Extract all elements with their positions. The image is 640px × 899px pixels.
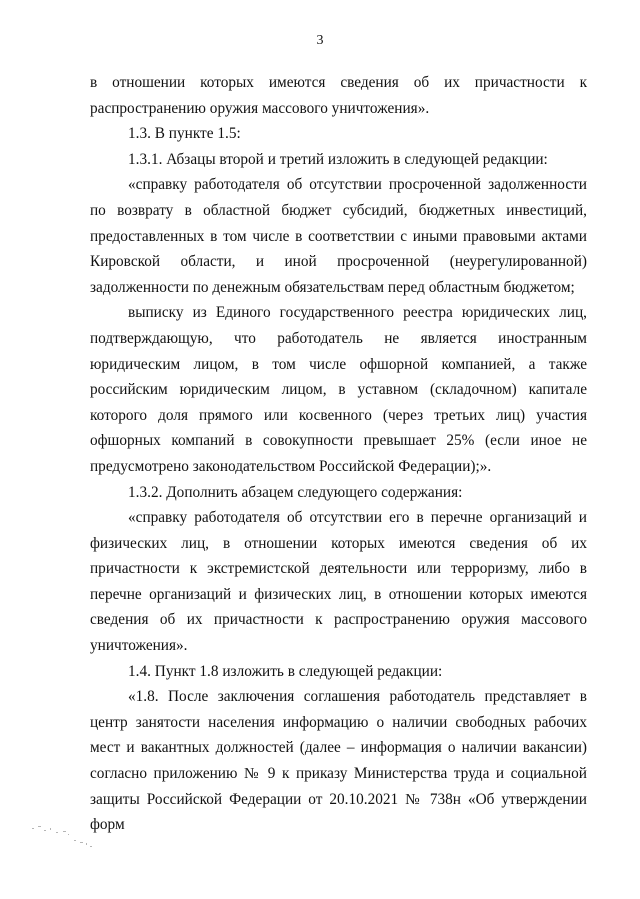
paragraph-9: «1.8. После заключения соглашения работодатель представляет в центр занятости населения информацию о наличии свободных рабочих мест и вакантных должностей (далее – информация о наличии вакансии) согласно приложению № 9 к приказу Министерства труда и социальной защиты Российской Федерации от 20.10.2021 № 738н «Об утверждении форм bbox=[90, 688, 587, 834]
paragraph-3: 1.3.1. Абзацы второй и третий изложить в следующей редакции: bbox=[128, 150, 548, 168]
paragraph-8: 1.4. Пункт 1.8 изложить в следующей редакции: bbox=[128, 662, 443, 680]
paragraph-7: «справку работодателя об отсутствии его в перечне организаций и физических лиц, в отношении которых имеются сведения об их причастности к экстремистской деятельности или терроризму, либо в перечне организаций и физических лиц, в отношении которых имеются сведения об их причастности к распространению оружия массового уничтожения». bbox=[90, 509, 587, 655]
paragraph-4: «справку работодателя об отсутствии просроченной задолженности по возврату в областной бюджет субсидий, бюджетных инвестиций, предоставленных в том числе в соответствии с иными правовыми актами Кировской области, и иной просроченной (неурегулированной) задолженности по денежным обязательствам перед областным бюджетом; bbox=[90, 176, 587, 296]
paragraph-5: выписку из Единого государственного реестра юридических лиц, подтверждающую, что работодатель не является иностранным юридическим лицом, в том числе офшорной компанией, а также российским юридическим лицом, в уставном (складочном) капитале которого доля прямого или косвенного (через третьих лиц) участия офшорных компаний в совокупности превышает 25% (если иное не предусмотрено законодательством Российской Федерации);». bbox=[90, 304, 587, 475]
paragraph-6: 1.3.2. Дополнить абзацем следующего содержания: bbox=[128, 483, 463, 501]
document-body bbox=[90, 70, 587, 838]
page-number: 3 bbox=[316, 33, 324, 48]
paragraph-2: 1.3. В пункте 1.5: bbox=[128, 125, 241, 143]
scan-artifact bbox=[30, 822, 120, 862]
paragraph-1: в отношении которых имеются сведения об их причастности к распространению оружия массового уничтожения». bbox=[90, 74, 587, 117]
